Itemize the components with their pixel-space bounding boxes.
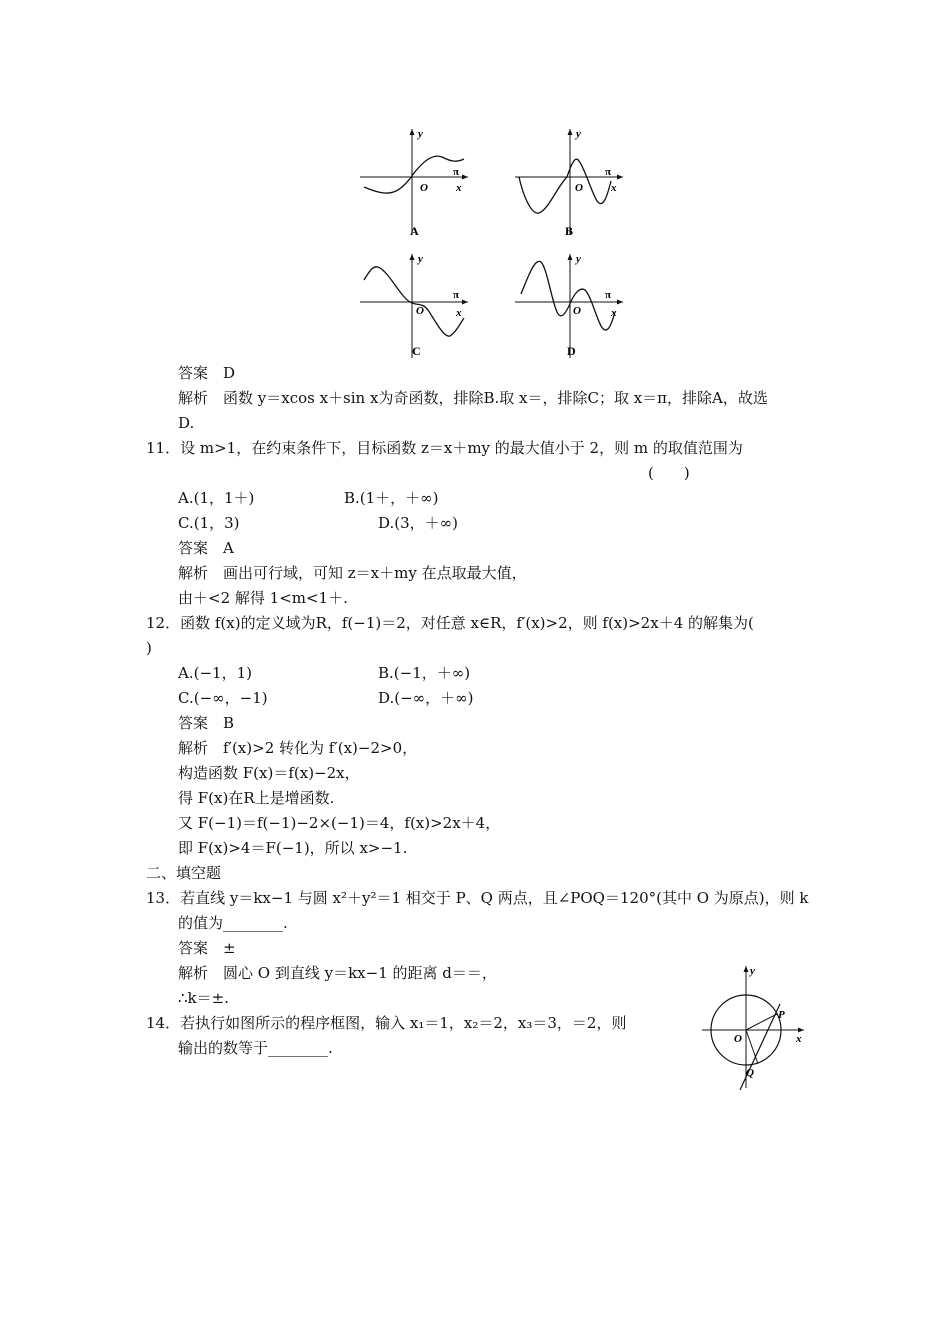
graph-d-label: D bbox=[567, 344, 576, 358]
question-13-cont: 的值为________. bbox=[178, 914, 288, 932]
graph-a-o: O bbox=[420, 182, 428, 194]
question-12-bracket: ) bbox=[146, 639, 152, 657]
graph-a-x: x bbox=[456, 182, 462, 194]
circle-fig-p: P bbox=[778, 1009, 785, 1021]
circle-fig-o: O bbox=[734, 1033, 742, 1045]
circle-fig-q: Q bbox=[746, 1067, 754, 1079]
analysis-13-cont: ∴k＝±. bbox=[178, 989, 229, 1007]
analysis-11-cont: 由＋<2 解得 1<m<1＋. bbox=[178, 589, 348, 607]
graph-d-y: y bbox=[576, 253, 581, 265]
graph-c-pi: π bbox=[453, 289, 460, 301]
graph-d bbox=[515, 250, 625, 360]
analysis-10-cont: D. bbox=[178, 414, 195, 432]
answer-10: 答案 D bbox=[178, 364, 236, 382]
question-11-bracket: ( ) bbox=[648, 464, 690, 482]
graph-b bbox=[515, 125, 625, 240]
option-11-a: A.(1，1＋) bbox=[178, 489, 255, 507]
analysis-12-l2: 构造函数 F(x)＝f(x)−2x， bbox=[178, 764, 360, 782]
graph-c-label: C bbox=[412, 344, 421, 358]
analysis-13: 解析 圆心 O 到直线 y＝kx−1 的距离 d＝＝， bbox=[178, 964, 497, 982]
graph-b-o: O bbox=[575, 182, 583, 194]
graph-c-o: O bbox=[416, 305, 424, 317]
graph-c bbox=[360, 250, 470, 360]
graph-a-y: y bbox=[418, 128, 423, 140]
analysis-12-l3: 得 F(x)在R上是增函数. bbox=[178, 789, 335, 807]
option-12-b: B.(−1，＋∞) bbox=[378, 664, 471, 682]
answer-12: 答案 B bbox=[178, 714, 235, 732]
section-fill-blank: 二、填空题 bbox=[146, 864, 222, 882]
question-11: 11．设 m>1，在约束条件下，目标函数 z＝x＋my 的最大值小于 2，则 m 的取值范围为 bbox=[146, 439, 743, 457]
option-11-d: D.(3，＋∞) bbox=[378, 514, 459, 532]
graph-b-y: y bbox=[576, 128, 581, 140]
option-11-c: C.(1，3) bbox=[178, 514, 240, 532]
analysis-12: 解析 f′(x)>2 转化为 f′(x)−2>0， bbox=[178, 739, 418, 757]
option-12-a: A.(−1，1) bbox=[178, 664, 252, 682]
graph-d-o: O bbox=[573, 305, 581, 317]
graph-d-x: x bbox=[611, 307, 617, 319]
graph-c-y: y bbox=[418, 253, 423, 265]
graph-a-label: A bbox=[410, 224, 419, 238]
circle-figure bbox=[700, 962, 810, 1092]
answer-13: 答案 ± bbox=[178, 939, 236, 957]
circle-fig-y: y bbox=[750, 965, 755, 977]
circle-fig-x: x bbox=[796, 1033, 802, 1045]
question-12: 12．函数 f(x)的定义域为R，f(−1)＝2，对任意 x∈R，f′(x)>2，则 f(x)>2x＋4 的解集为( bbox=[146, 614, 754, 632]
analysis-12-l4: 又 F(−1)＝f(−1)−2×(−1)＝4，f(x)>2x＋4， bbox=[178, 814, 501, 832]
analysis-10: 解析 函数 y＝xcos x＋sin x为奇函数，排除B.取 x＝，排除C；取 x＝π，排除A，故选 bbox=[178, 389, 768, 407]
question-14: 14．若执行如图所示的程序框图，输入 x₁＝1，x₂＝2，x₃＝3，＝2，则 bbox=[146, 1014, 627, 1032]
graph-d-pi: π bbox=[605, 289, 612, 301]
graph-b-label: B bbox=[565, 224, 574, 238]
question-13: 13．若直线 y＝kx−1 与圆 x²＋y²＝1 相交于 P、Q 两点，且∠POQ＝120°(其中 O 为原点)，则 k bbox=[146, 889, 809, 907]
option-12-d: D.(−∞，＋∞) bbox=[378, 689, 474, 707]
graph-b-x: x bbox=[611, 182, 617, 194]
answer-11: 答案 A bbox=[178, 539, 234, 557]
option-12-c: C.(−∞，−1) bbox=[178, 689, 268, 707]
graph-c-x: x bbox=[456, 307, 462, 319]
graph-b-pi: π bbox=[605, 166, 612, 178]
graph-a-pi: π bbox=[453, 166, 460, 178]
analysis-12-l5: 即 F(x)>4＝F(−1)，所以 x>−1. bbox=[178, 839, 408, 857]
graph-a bbox=[360, 125, 470, 240]
question-14-cont: 输出的数等于________. bbox=[178, 1039, 333, 1057]
analysis-11: 解析 画出可行域，可知 z＝x＋my 在点取最大值， bbox=[178, 564, 527, 582]
option-11-b: B.(1＋，＋∞) bbox=[344, 489, 439, 507]
